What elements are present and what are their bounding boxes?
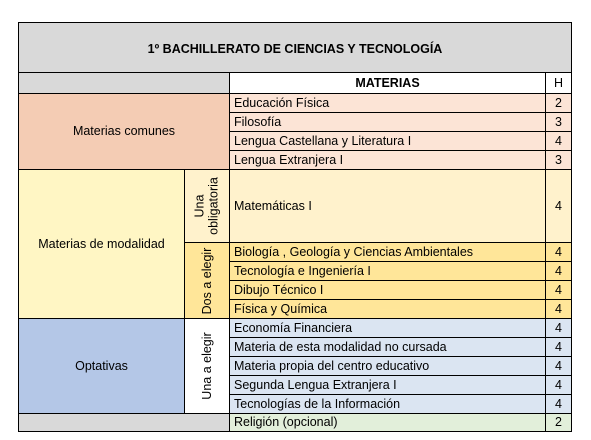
subject-name: Lengua Extranjera I — [230, 151, 546, 170]
subject-name: Religión (opcional) — [230, 414, 546, 432]
subject-hours: 4 — [546, 376, 572, 395]
column-header-horas: H — [546, 73, 572, 94]
header-blank-cell — [19, 73, 230, 94]
subject-hours: 4 — [546, 395, 572, 414]
subgroup-una-a-elegir-label: Una a elegir — [199, 332, 214, 400]
group-optativas: Optativas — [19, 319, 185, 414]
subject-hours: 4 — [546, 357, 572, 376]
subject-hours: 4 — [546, 300, 572, 319]
subject-name: Tecnologías de la Información — [230, 395, 546, 414]
subject-hours: 3 — [546, 113, 572, 132]
subject-hours: 4 — [546, 243, 572, 262]
group-materias-modalidad: Materias de modalidad — [19, 170, 185, 319]
subject-name: Materia propia del centro educativo — [230, 357, 546, 376]
subgroup-una-a-elegir — [185, 319, 230, 414]
subject-hours: 3 — [546, 151, 572, 170]
religion-blank-cell — [19, 414, 230, 432]
subject-name: Filosofía — [230, 113, 546, 132]
subject-name: Tecnología e Ingeniería I — [230, 262, 546, 281]
table-title: 1º BACHILLERATO DE CIENCIAS Y TECNOLOGÍA — [19, 23, 572, 73]
subgroup-dos-a-elegir — [185, 243, 230, 319]
subgroup-dos-a-elegir-label: Dos a elegir — [199, 247, 214, 314]
subject-hours: 4 — [546, 319, 572, 338]
subject-name: Materia de esta modalidad no cursada — [230, 338, 546, 357]
subject-name: Educación Física — [230, 94, 546, 113]
column-header-materias: MATERIAS — [230, 73, 546, 94]
subject-hours: 4 — [546, 281, 572, 300]
subject-name: Lengua Castellana y Literatura I — [230, 132, 546, 151]
subject-hours: 4 — [546, 132, 572, 151]
subject-name: Biología , Geología y Ciencias Ambientales — [230, 243, 546, 262]
subjects-table — [18, 22, 572, 432]
subject-name: Dibujo Técnico I — [230, 281, 546, 300]
subject-hours: 4 — [546, 170, 572, 243]
subject-hours: 2 — [546, 414, 572, 432]
subject-hours: 2 — [546, 94, 572, 113]
subject-name: Segunda Lengua Extranjera I — [230, 376, 546, 395]
subject-hours: 4 — [546, 262, 572, 281]
subject-name: Física y Química — [230, 300, 546, 319]
subject-hours: 4 — [546, 338, 572, 357]
subgroup-una-obligatoria-label: Una obligatoria — [192, 177, 221, 235]
subject-name: Economía Financiera — [230, 319, 546, 338]
group-materias-comunes: Materias comunes — [19, 94, 230, 170]
subject-name: Matemáticas I — [230, 170, 546, 243]
subgroup-una-obligatoria — [185, 170, 230, 243]
